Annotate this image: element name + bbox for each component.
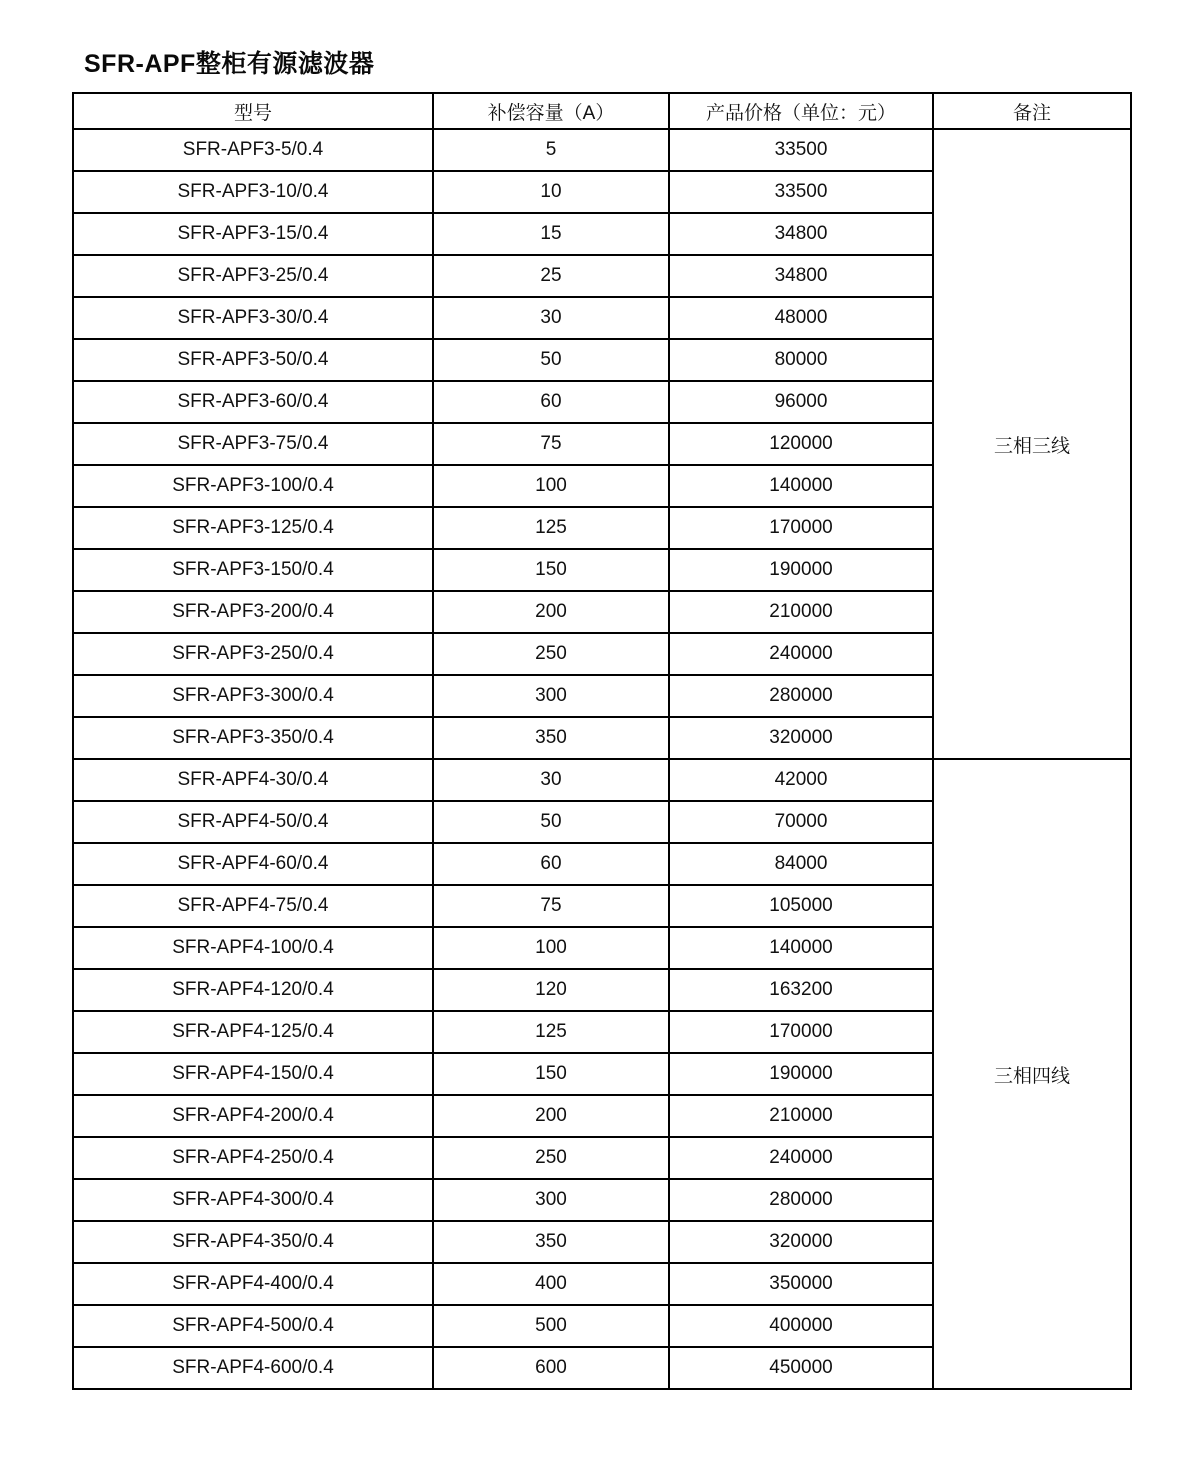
model-cell: SFR-APF4-400/0.4 (73, 1263, 433, 1305)
price-cell: 34800 (669, 255, 933, 297)
model-cell: SFR-APF4-600/0.4 (73, 1347, 433, 1389)
price-cell: 320000 (669, 717, 933, 759)
price-cell: 210000 (669, 591, 933, 633)
model-cell: SFR-APF4-125/0.4 (73, 1011, 433, 1053)
model-cell: SFR-APF3-125/0.4 (73, 507, 433, 549)
model-cell: SFR-APF4-60/0.4 (73, 843, 433, 885)
capacity-cell: 200 (433, 591, 669, 633)
capacity-cell: 150 (433, 1053, 669, 1095)
price-cell: 105000 (669, 885, 933, 927)
model-cell: SFR-APF3-25/0.4 (73, 255, 433, 297)
remark-cell: 三相三线 (933, 129, 1131, 759)
price-cell: 210000 (669, 1095, 933, 1137)
capacity-cell: 125 (433, 1011, 669, 1053)
table-body (73, 129, 1131, 1389)
column-header-price: 产品价格（单位：元） (669, 93, 933, 129)
capacity-cell: 200 (433, 1095, 669, 1137)
model-cell: SFR-APF3-350/0.4 (73, 717, 433, 759)
model-cell: SFR-APF4-30/0.4 (73, 759, 433, 801)
model-cell: SFR-APF3-30/0.4 (73, 297, 433, 339)
capacity-cell: 300 (433, 675, 669, 717)
capacity-cell: 50 (433, 339, 669, 381)
model-cell: SFR-APF3-100/0.4 (73, 465, 433, 507)
price-cell: 140000 (669, 927, 933, 969)
price-cell: 170000 (669, 507, 933, 549)
model-cell: SFR-APF4-150/0.4 (73, 1053, 433, 1095)
price-cell: 240000 (669, 633, 933, 675)
price-cell: 96000 (669, 381, 933, 423)
capacity-cell: 60 (433, 843, 669, 885)
price-cell: 140000 (669, 465, 933, 507)
price-cell: 280000 (669, 675, 933, 717)
table-header-row (73, 93, 1131, 129)
price-cell: 450000 (669, 1347, 933, 1389)
price-table (72, 92, 1132, 1390)
capacity-cell: 15 (433, 213, 669, 255)
capacity-cell: 250 (433, 633, 669, 675)
price-cell: 350000 (669, 1263, 933, 1305)
table-row (73, 129, 1131, 171)
capacity-cell: 25 (433, 255, 669, 297)
capacity-cell: 400 (433, 1263, 669, 1305)
price-cell: 280000 (669, 1179, 933, 1221)
capacity-cell: 30 (433, 297, 669, 339)
capacity-cell: 5 (433, 129, 669, 171)
price-cell: 33500 (669, 129, 933, 171)
model-cell: SFR-APF4-250/0.4 (73, 1137, 433, 1179)
model-cell: SFR-APF3-15/0.4 (73, 213, 433, 255)
price-cell: 70000 (669, 801, 933, 843)
capacity-cell: 250 (433, 1137, 669, 1179)
model-cell: SFR-APF3-150/0.4 (73, 549, 433, 591)
price-cell: 163200 (669, 969, 933, 1011)
model-cell: SFR-APF3-200/0.4 (73, 591, 433, 633)
model-cell: SFR-APF3-5/0.4 (73, 129, 433, 171)
price-cell: 48000 (669, 297, 933, 339)
price-cell: 240000 (669, 1137, 933, 1179)
capacity-cell: 500 (433, 1305, 669, 1347)
capacity-cell: 75 (433, 423, 669, 465)
model-cell: SFR-APF3-10/0.4 (73, 171, 433, 213)
table-row (73, 759, 1131, 801)
model-cell: SFR-APF3-50/0.4 (73, 339, 433, 381)
remark-cell: 三相四线 (933, 759, 1131, 1389)
model-cell: SFR-APF3-250/0.4 (73, 633, 433, 675)
column-header-capacity: 补偿容量（A） (433, 93, 669, 129)
model-cell: SFR-APF3-60/0.4 (73, 381, 433, 423)
model-cell: SFR-APF4-50/0.4 (73, 801, 433, 843)
price-cell: 33500 (669, 171, 933, 213)
price-cell: 120000 (669, 423, 933, 465)
price-cell: 84000 (669, 843, 933, 885)
price-cell: 190000 (669, 549, 933, 591)
capacity-cell: 350 (433, 1221, 669, 1263)
capacity-cell: 100 (433, 927, 669, 969)
capacity-cell: 350 (433, 717, 669, 759)
capacity-cell: 125 (433, 507, 669, 549)
capacity-cell: 150 (433, 549, 669, 591)
capacity-cell: 120 (433, 969, 669, 1011)
capacity-cell: 50 (433, 801, 669, 843)
model-cell: SFR-APF4-75/0.4 (73, 885, 433, 927)
capacity-cell: 600 (433, 1347, 669, 1389)
column-header-remark: 备注 (933, 93, 1131, 129)
price-cell: 190000 (669, 1053, 933, 1095)
capacity-cell: 75 (433, 885, 669, 927)
price-cell: 42000 (669, 759, 933, 801)
model-cell: SFR-APF4-100/0.4 (73, 927, 433, 969)
price-cell: 34800 (669, 213, 933, 255)
capacity-cell: 30 (433, 759, 669, 801)
model-cell: SFR-APF4-500/0.4 (73, 1305, 433, 1347)
price-cell: 320000 (669, 1221, 933, 1263)
price-cell: 400000 (669, 1305, 933, 1347)
model-cell: SFR-APF4-300/0.4 (73, 1179, 433, 1221)
model-cell: SFR-APF3-75/0.4 (73, 423, 433, 465)
capacity-cell: 300 (433, 1179, 669, 1221)
capacity-cell: 100 (433, 465, 669, 507)
capacity-cell: 10 (433, 171, 669, 213)
column-header-model: 型号 (73, 93, 433, 129)
price-cell: 80000 (669, 339, 933, 381)
model-cell: SFR-APF4-120/0.4 (73, 969, 433, 1011)
model-cell: SFR-APF4-350/0.4 (73, 1221, 433, 1263)
model-cell: SFR-APF4-200/0.4 (73, 1095, 433, 1137)
page-title: SFR-APF整柜有源滤波器 (84, 50, 375, 78)
capacity-cell: 60 (433, 381, 669, 423)
model-cell: SFR-APF3-300/0.4 (73, 675, 433, 717)
price-cell: 170000 (669, 1011, 933, 1053)
